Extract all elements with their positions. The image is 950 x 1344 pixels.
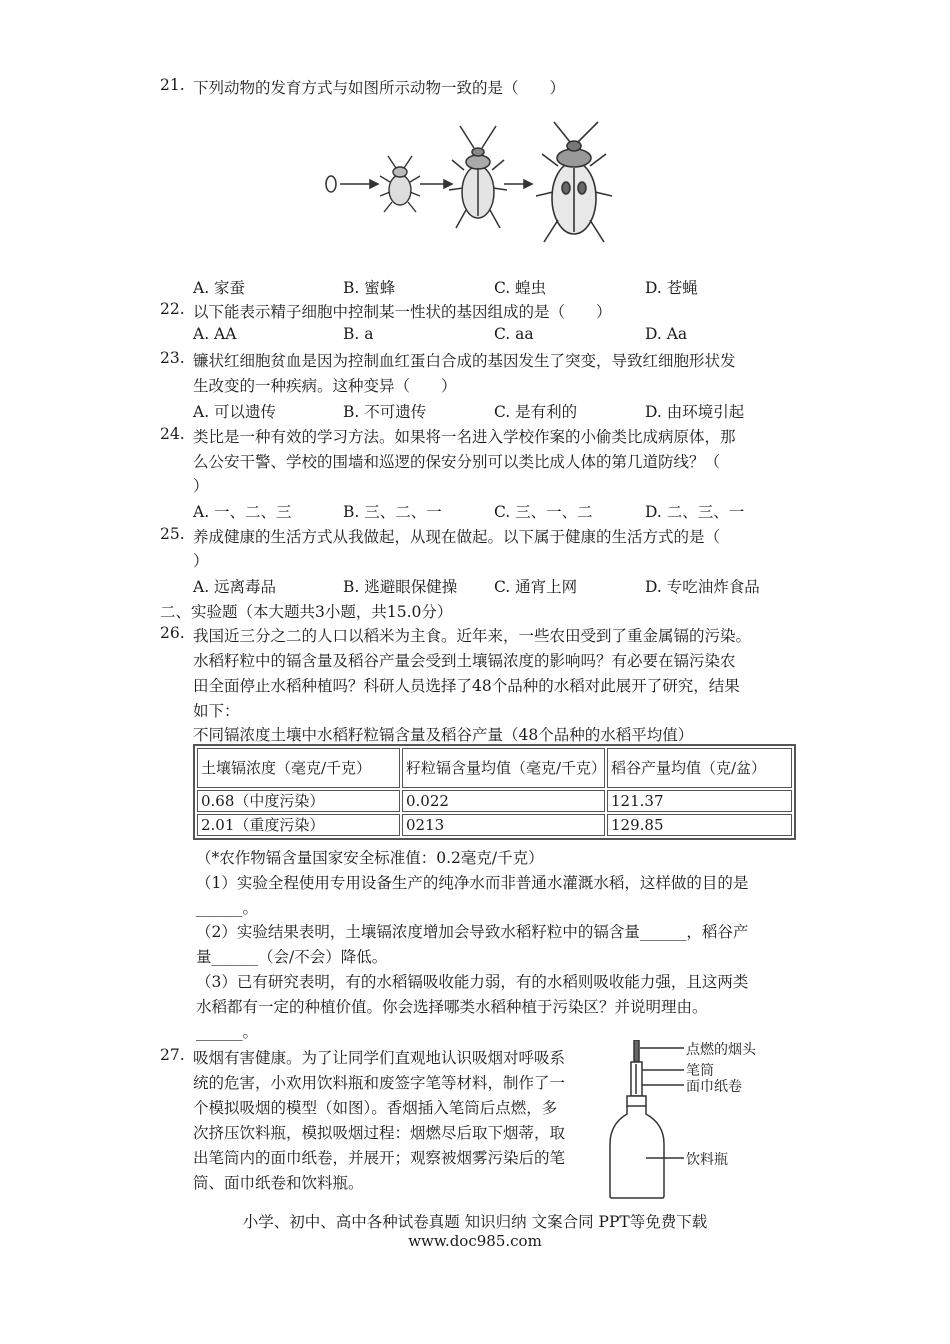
q27-text-line3: 个模拟吸烟的模型（如图）。香烟插入笔筒后点燃，多: [193, 1099, 558, 1117]
q25-text-line1: 养成健康的生活方式从我做起，从现在做起。以下属于健康的生活方式的是（: [193, 528, 721, 546]
q26-sub2-line2: 量______（会/不会）降低。: [196, 948, 388, 966]
q24-option-b: B. 三、二、一: [343, 503, 442, 521]
q24-text-line3: ）: [193, 477, 209, 495]
q23-text-line1: 镰状红细胞贫血是因为控制血红蛋白合成的基因发生了突变，导致红细胞形状发: [193, 352, 736, 370]
table-cell: 0.022: [402, 790, 605, 812]
table-header-cell: 籽粒镉含量均值（毫克/千克）: [402, 748, 605, 788]
figure-label-cigarette: 点燃的烟头: [686, 1042, 756, 1058]
q22-option-d: D. Aa: [645, 325, 688, 343]
q24-text-line2: 么公安干警、学校的围墙和巡逻的保安分别可以类比成人体的第几道防线？（: [193, 453, 721, 471]
q26-sub2-line1: （2）实验结果表明，土壤镉浓度增加会导致水稻籽粒中的镉含量______，稻谷产: [196, 923, 749, 941]
q23-text-line2: 生改变的一种疾病。这种变异（ ）: [193, 377, 457, 395]
q26-text-line2: 水稻籽粒中的镉含量及稻谷产量会受到土壤镉浓度的影响吗？有必要在镉污染农: [193, 652, 736, 670]
q25-option-b: B. 逃避眼保健操: [343, 578, 458, 596]
q22-number: 22.: [160, 300, 185, 318]
q27-text-line4: 次挤压饮料瓶，模拟吸烟过程：烟燃尽后取下烟蒂，取: [193, 1124, 566, 1142]
q25-text-line2: ）: [193, 552, 209, 570]
figure-label-bottle: 饮料瓶: [686, 1152, 728, 1168]
q23-option-c: C. 是有利的: [494, 403, 578, 421]
q21-option-b: B. 蜜蜂: [343, 279, 396, 297]
smoking-model-figure: [600, 1040, 800, 1200]
q22-option-c: C. aa: [494, 325, 534, 343]
q27-text-line5: 出笔筒内的面巾纸卷，并展开；观察被烟雾污染后的笔: [193, 1149, 566, 1167]
q26-text-line4: 如下：: [193, 702, 240, 720]
q21-number: 21.: [160, 76, 185, 94]
table-cell: 0.68（中度污染）: [197, 790, 400, 812]
table-cell: 129.85: [607, 814, 792, 836]
q26-sub1-line1: （1）实验全程使用专用设备生产的纯净水而非普通水灌溉水稻，这样做的目的是: [196, 874, 749, 892]
q23-option-d: D. 由环境引起: [645, 403, 745, 421]
figure-label-tissue-roll: 面巾纸卷: [686, 1079, 742, 1095]
q21-option-a: A. 家蚕: [193, 279, 246, 297]
q26-sub1-line2: ______。: [196, 899, 259, 917]
q25-number: 25.: [160, 525, 185, 543]
q26-sub3-line1: （3）已有研究表明，有的水稻镉吸收能力弱，有的水稻则吸收能力强，且这两类: [196, 973, 749, 991]
q26-sub3-line3: ______。: [196, 1023, 259, 1041]
q27-text-line6: 筒、面巾纸卷和饮料瓶。: [193, 1174, 364, 1192]
table-header-cell: 土壤镉浓度（毫克/千克）: [197, 748, 400, 788]
table-cell: 0213: [402, 814, 605, 836]
q23-option-b: B. 不可遗传: [343, 403, 427, 421]
q24-option-d: D. 二、三、一: [645, 503, 745, 521]
q26-text-line3: 田全面停止水稻种植吗？科研人员选择了48个品种的水稻对此展开了研究，结果: [193, 677, 740, 695]
q21-text: 下列动物的发育方式与如图所示动物一致的是（ ）: [193, 79, 566, 97]
q21-option-c: C. 蝗虫: [494, 279, 547, 297]
q27-text-line1: 吸烟有害健康。为了让同学们直观地认识吸烟对呼吸系: [193, 1049, 566, 1067]
table-cell: 2.01（重度污染）: [197, 814, 400, 836]
q27-number: 27.: [160, 1046, 185, 1064]
q27-text-line2: 统的危害，小欢用饮料瓶和废签字笔等材料，制作了一: [193, 1074, 566, 1092]
q24-option-a: A. 一、二、三: [193, 503, 292, 521]
table-header-cell: 稻谷产量均值（克/盆）: [607, 748, 792, 788]
q25-option-a: A. 远离毒品: [193, 578, 277, 596]
table-cell: 121.37: [607, 790, 792, 812]
footer-url[interactable]: www.doc985.com: [408, 1232, 542, 1250]
insect-development-figure: [322, 120, 618, 248]
table-row: [197, 814, 792, 836]
q22-text: 以下能表示精子细胞中控制某一性状的基因组成的是（ ）: [193, 303, 612, 321]
q21-option-d: D. 苍蝇: [645, 279, 698, 297]
q23-number: 23.: [160, 349, 185, 367]
q26-text-line1: 我国近三分之二的人口以稻米为主食。近年来，一些农田受到了重金属镉的污染。: [193, 627, 752, 645]
figure-label-pen-tube: 笔筒: [686, 1063, 714, 1079]
cadmium-data-table: [193, 744, 796, 840]
q22-option-a: A. AA: [193, 325, 237, 343]
q23-option-a: A. 可以遗传: [193, 403, 277, 421]
table-caption: 不同镉浓度土壤中水稻籽粒镉含量及稻谷产量（48个品种的水稻平均值）: [193, 726, 694, 744]
section-heading: 二、实验题（本大题共3小题，共15.0分）: [160, 603, 453, 621]
q26-number: 26.: [160, 624, 185, 642]
q24-text-line1: 类比是一种有效的学习方法。如果将一名进入学校作案的小偷类比成病原体，那: [193, 428, 736, 446]
table-note: （*农作物镉含量国家安全标准值：0.2毫克/千克）: [196, 849, 544, 867]
q22-option-b: B. a: [343, 325, 374, 343]
footer-line1: 小学、初中、高中各种试卷真题 知识归纳 文案合同 PPT等免费下载: [242, 1213, 708, 1231]
table-header-row: [197, 748, 792, 788]
q24-option-c: C. 三、一、二: [494, 503, 593, 521]
q26-sub3-line2: 水稻都有一定的种植价值。你会选择哪类水稻种植于污染区？并说明理由。: [196, 998, 708, 1016]
q25-option-c: C. 通宵上网: [494, 578, 578, 596]
q24-number: 24.: [160, 425, 185, 443]
table-row: [197, 790, 792, 812]
q25-option-d: D. 专吃油炸食品: [645, 578, 760, 596]
